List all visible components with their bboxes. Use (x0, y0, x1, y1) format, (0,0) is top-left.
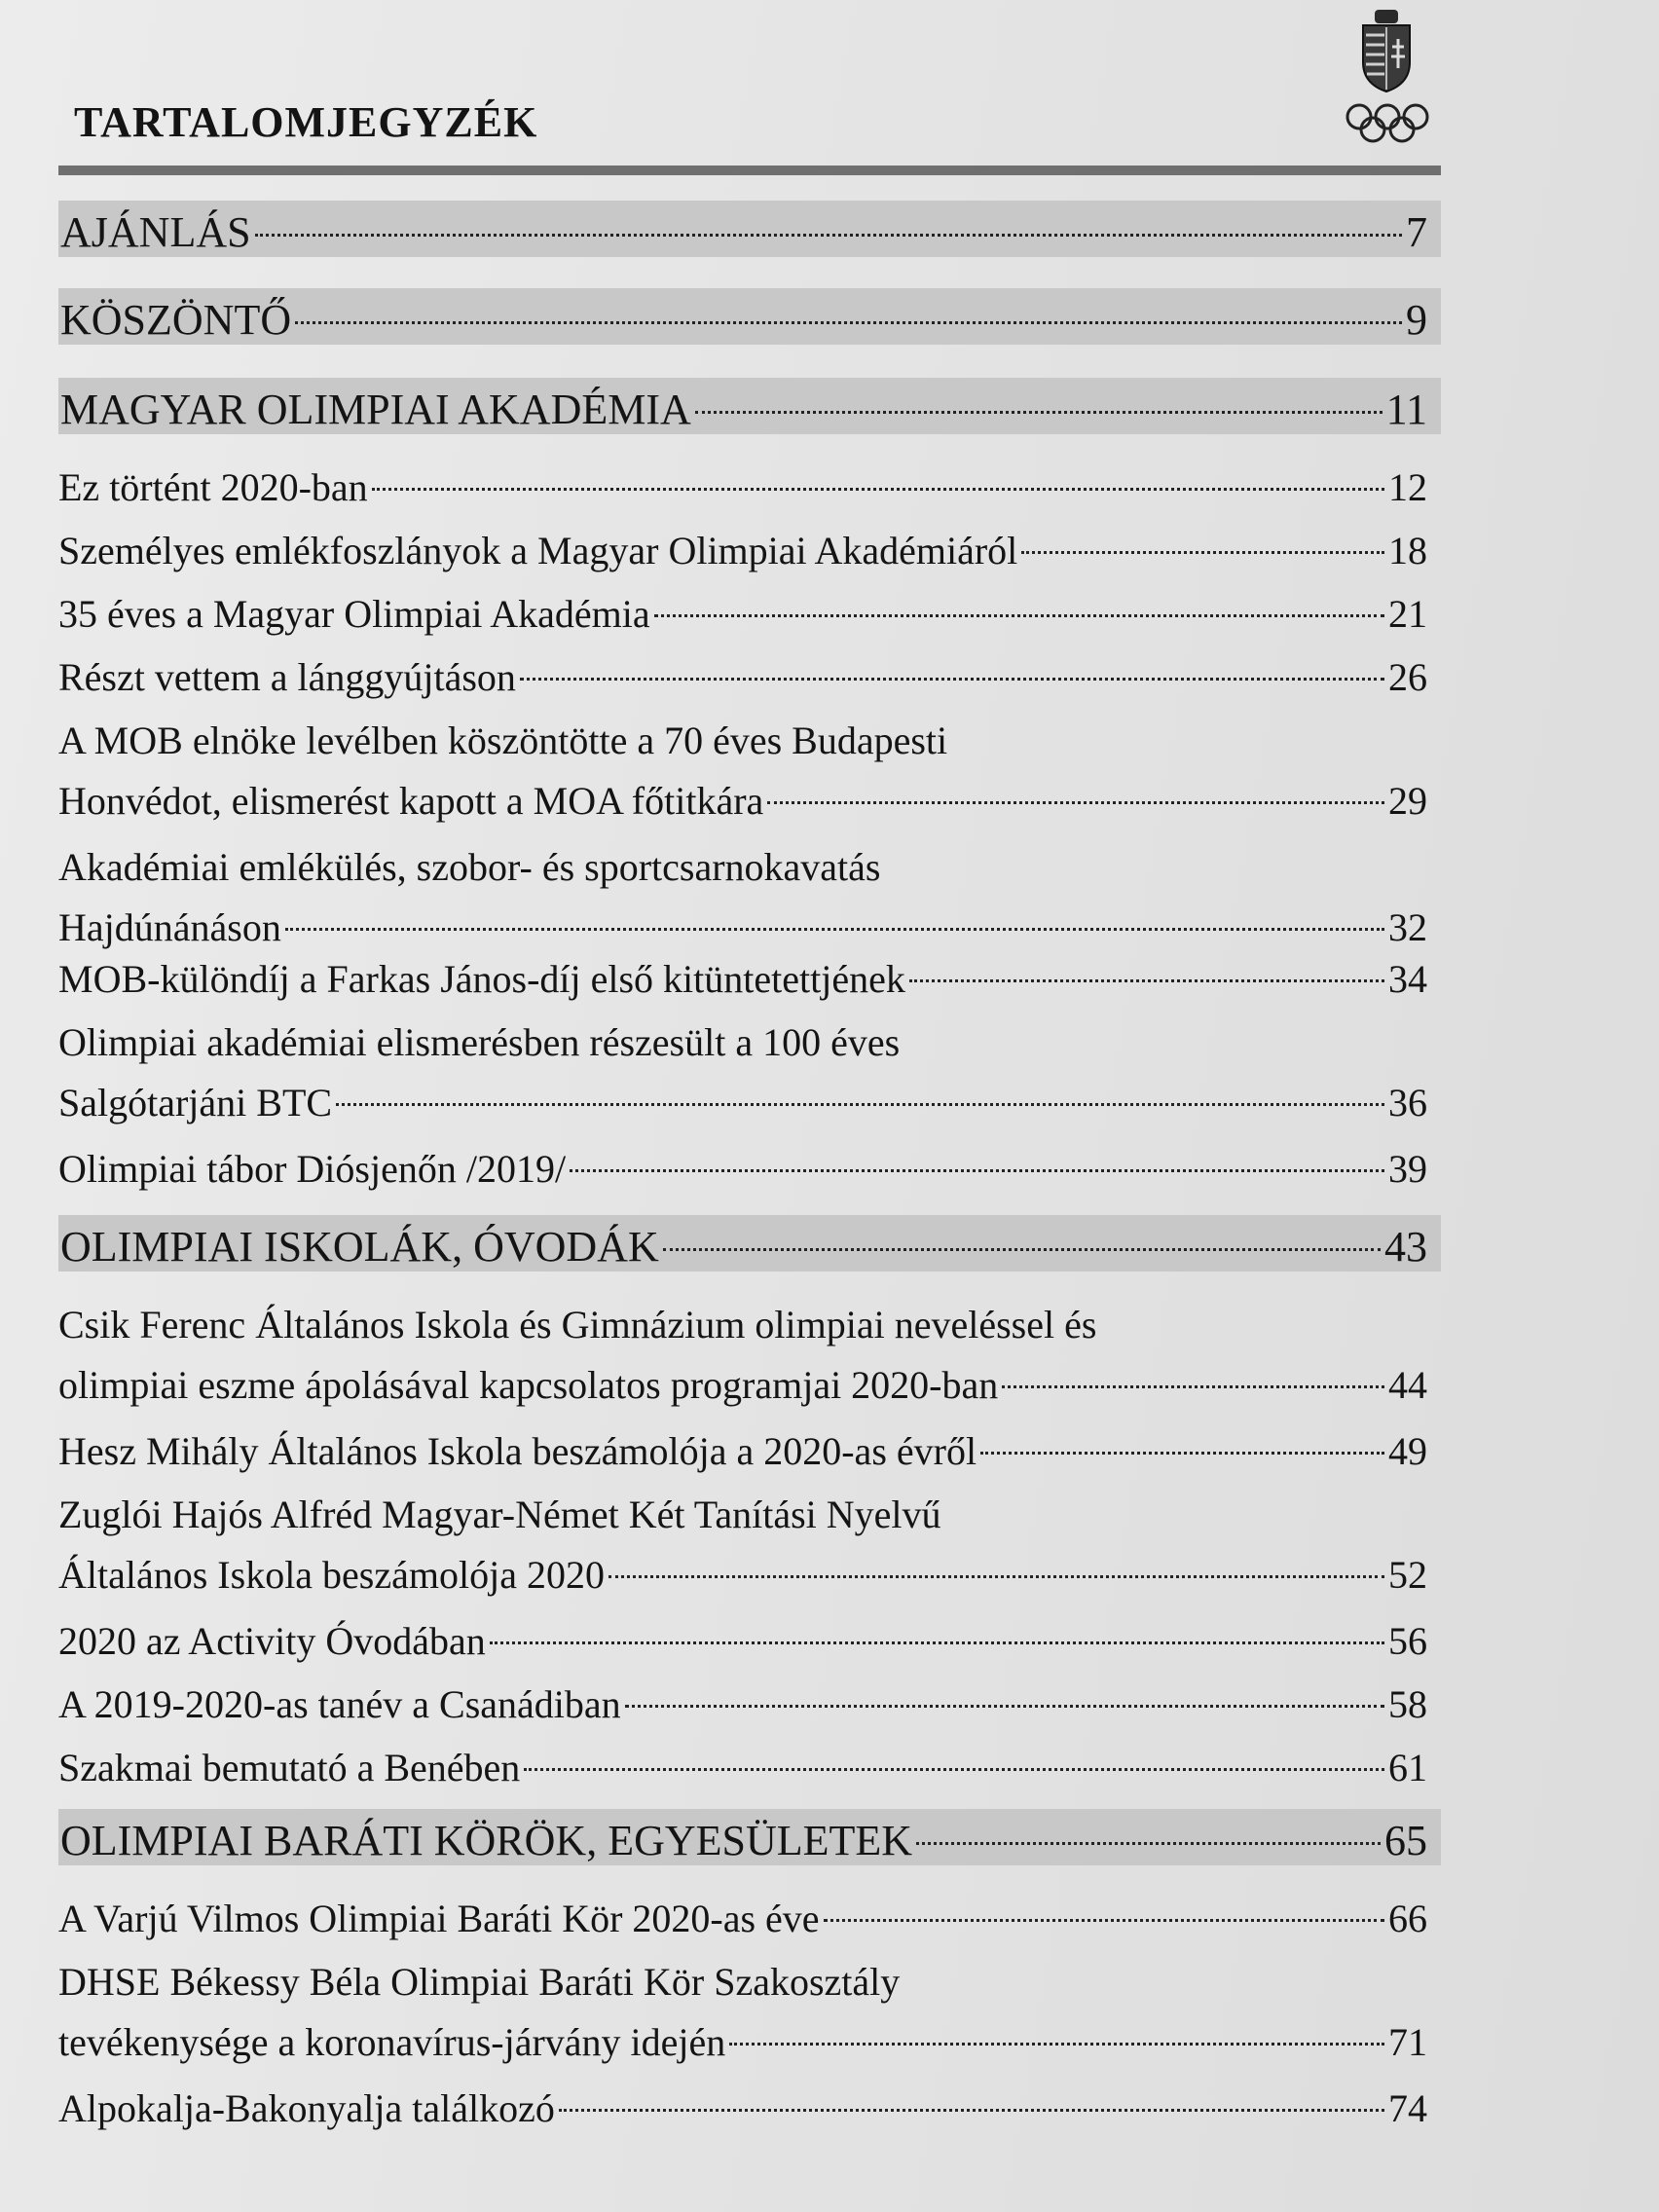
toc-entry[interactable] (58, 1611, 1441, 1672)
toc-entry-title-line: Ez történt 2020-ban (58, 465, 368, 509)
dot-leader (559, 2109, 1384, 2112)
dot-leader (570, 1169, 1384, 1172)
toc-line (58, 458, 1441, 518)
toc-entry[interactable] (58, 1421, 1441, 1482)
toc-line (58, 771, 1441, 831)
toc-entry-title-line: Olimpiai tábor Diósjenőn /2019/ (58, 1147, 567, 1191)
page-number: 56 (1388, 1619, 1427, 1663)
page-title: TARTALOMJEGYZÉK (74, 98, 538, 146)
toc-line (58, 1139, 1441, 1199)
dot-leader (372, 488, 1384, 491)
dot-leader (916, 1842, 1381, 1845)
toc-line (58, 584, 1441, 645)
page-number: 32 (1388, 905, 1427, 949)
toc-entry[interactable] (58, 711, 1441, 831)
page-number: 66 (1388, 1897, 1427, 1940)
toc-entry-title-line: Csik Ferenc Általános Iskola és Gimnázium olimpiai neveléssel és (58, 1303, 1097, 1346)
page-number: 36 (1388, 1081, 1427, 1124)
page-number: 71 (1388, 2020, 1427, 2064)
toc-entry[interactable] (58, 458, 1441, 518)
toc-entry-title-line: Akadémiai emlékülés, szobor- és sportcsarnokavatás (58, 845, 881, 889)
page-number: 29 (1388, 779, 1427, 823)
toc-entry[interactable] (58, 1738, 1441, 1798)
dot-leader (285, 928, 1384, 931)
page-number: 61 (1388, 1746, 1427, 1789)
toc-entry-title-line: Olimpiai akadémiai elismerésben részesült a 100 éves (58, 1020, 901, 1064)
dot-leader (295, 321, 1402, 324)
toc-entry[interactable] (58, 837, 1441, 958)
page-number: 12 (1388, 465, 1427, 509)
dot-leader (524, 1768, 1384, 1771)
header-divider (58, 166, 1441, 175)
toc-line (58, 2079, 1441, 2139)
page-number: 11 (1385, 386, 1427, 433)
toc-entry[interactable] (58, 584, 1441, 645)
page-number: 43 (1384, 1223, 1427, 1271)
toc-entry-title-line: A Varjú Vilmos Olimpiai Baráti Kör 2020-as éve (58, 1897, 820, 1940)
toc-entry[interactable] (58, 521, 1441, 581)
dot-leader (625, 1705, 1384, 1708)
page-number: 49 (1388, 1429, 1427, 1473)
toc-line (58, 1421, 1441, 1482)
dot-leader (729, 2043, 1384, 2046)
page-number: 44 (1388, 1363, 1427, 1407)
toc-line (58, 1809, 1441, 1873)
toc-entry-title-line: Zuglói Hajós Alfréd Magyar-Német Két Tanítási Nyelvű (58, 1493, 941, 1536)
toc-entry-title-line: Salgótarjáni BTC (58, 1081, 333, 1124)
dot-leader (980, 1452, 1384, 1455)
dot-leader (767, 801, 1384, 804)
toc-entry[interactable] (58, 1675, 1441, 1735)
toc-section-heading[interactable] (58, 1215, 1441, 1279)
hungarian-coat-of-arms-icon (1357, 10, 1416, 93)
dot-leader (1002, 1385, 1384, 1388)
dot-leader (695, 411, 1382, 414)
dot-leader (336, 1103, 1384, 1106)
olympic-rings-icon (1344, 103, 1431, 144)
toc-section-title: OLIMPIAI ISKOLÁK, ÓVODÁK (60, 1223, 659, 1271)
dot-leader (663, 1248, 1381, 1251)
toc-entry[interactable] (58, 647, 1441, 708)
toc-line (58, 201, 1441, 265)
dot-leader (608, 1575, 1384, 1578)
page-number: 65 (1384, 1817, 1427, 1864)
page-number: 26 (1388, 655, 1427, 699)
dot-leader (909, 979, 1384, 982)
toc-entry-title-line: Alpokalja-Bakonyalja találkozó (58, 2086, 555, 2130)
toc-line (58, 378, 1441, 442)
toc-line (58, 1545, 1441, 1605)
toc-entry-title-line: Személyes emlékfoszlányok a Magyar Olimpiai Akadémiáról (58, 529, 1018, 572)
toc-entry-title-line: MOB-különdíj a Farkas János-díj első kitüntetettjének (58, 957, 905, 1001)
toc-section-title: KÖSZÖNTŐ (60, 296, 292, 344)
toc-section-heading[interactable] (58, 201, 1441, 265)
toc-entry[interactable] (58, 949, 1441, 1010)
toc-line (58, 949, 1441, 1010)
page-number: 21 (1388, 592, 1427, 636)
toc-entry-title-line: olimpiai eszme ápolásával kapcsolatos programjai 2020-ban (58, 1363, 999, 1407)
dot-leader (520, 678, 1384, 681)
toc-entry-title-line: 35 éves a Magyar Olimpiai Akadémia (58, 592, 650, 636)
toc-line (58, 1889, 1441, 1949)
toc-line (58, 288, 1441, 352)
toc-entry[interactable] (58, 1952, 1441, 2073)
page-number: 74 (1388, 2086, 1427, 2130)
toc-entry-title-line: A 2019-2020-as tanév a Csanádiban (58, 1682, 621, 1726)
dot-leader (1021, 551, 1384, 554)
page-number: 58 (1388, 1682, 1427, 1726)
page-number: 7 (1406, 208, 1427, 256)
toc-entry-title-line: Hesz Mihály Általános Iskola beszámolója a 2020-as évről (58, 1429, 977, 1473)
toc-line (58, 2012, 1441, 2073)
page-number: 39 (1388, 1147, 1427, 1191)
toc-entry[interactable] (58, 1139, 1441, 1199)
toc-entry[interactable] (58, 1485, 1441, 1605)
toc-entry-title-line: A MOB elnöke levélben köszöntötte a 70 éves Budapesti (58, 719, 948, 762)
toc-entry-title-line: Szakmai bemutató a Benében (58, 1746, 521, 1789)
toc-line (58, 521, 1441, 581)
toc-entry-title-line: Általános Iskola beszámolója 2020 (58, 1553, 605, 1597)
dot-leader (824, 1919, 1384, 1922)
toc-section-heading[interactable] (58, 288, 1441, 352)
toc-section-heading[interactable] (58, 1809, 1441, 1873)
toc-line (58, 1738, 1441, 1798)
toc-line (58, 647, 1441, 708)
page-number: 34 (1388, 957, 1427, 1001)
toc-entry-title-line: 2020 az Activity Óvodában (58, 1619, 486, 1663)
dot-leader (654, 614, 1384, 617)
toc-entry-title-line: tevékenysége a koronavírus-járvány idején (58, 2020, 726, 2064)
toc-line (58, 1073, 1441, 1133)
toc-entry-title-line: Honvédot, elismerést kapott a MOA főtitkára (58, 779, 764, 823)
toc-section-title: MAGYAR OLIMPIAI AKADÉMIA (60, 386, 691, 433)
page-number: 18 (1388, 529, 1427, 572)
page-number: 9 (1406, 296, 1427, 344)
dot-leader (255, 234, 1402, 237)
toc-entry-title-line: Hajdúnánáson (58, 905, 281, 949)
toc-entry[interactable] (58, 2079, 1441, 2139)
dot-leader (490, 1641, 1384, 1644)
toc-line (58, 1215, 1441, 1279)
toc-entry[interactable] (58, 1889, 1441, 1949)
toc-entry[interactable] (58, 1295, 1441, 1416)
toc-entry-title-line: DHSE Békessy Béla Olimpiai Baráti Kör Szakosztály (58, 1960, 901, 2004)
toc-section-heading[interactable] (58, 378, 1441, 442)
toc-line (58, 1355, 1441, 1416)
toc-entry[interactable] (58, 1013, 1441, 1133)
page-number: 52 (1388, 1553, 1427, 1597)
toc-line (58, 1675, 1441, 1735)
toc-entry-title-line: Részt vettem a lánggyújtáson (58, 655, 516, 699)
toc-section-title: OLIMPIAI BARÁTI KÖRÖK, EGYESÜLETEK (60, 1817, 913, 1864)
toc-section-title: AJÁNLÁS (60, 208, 251, 256)
toc-line (58, 1611, 1441, 1672)
